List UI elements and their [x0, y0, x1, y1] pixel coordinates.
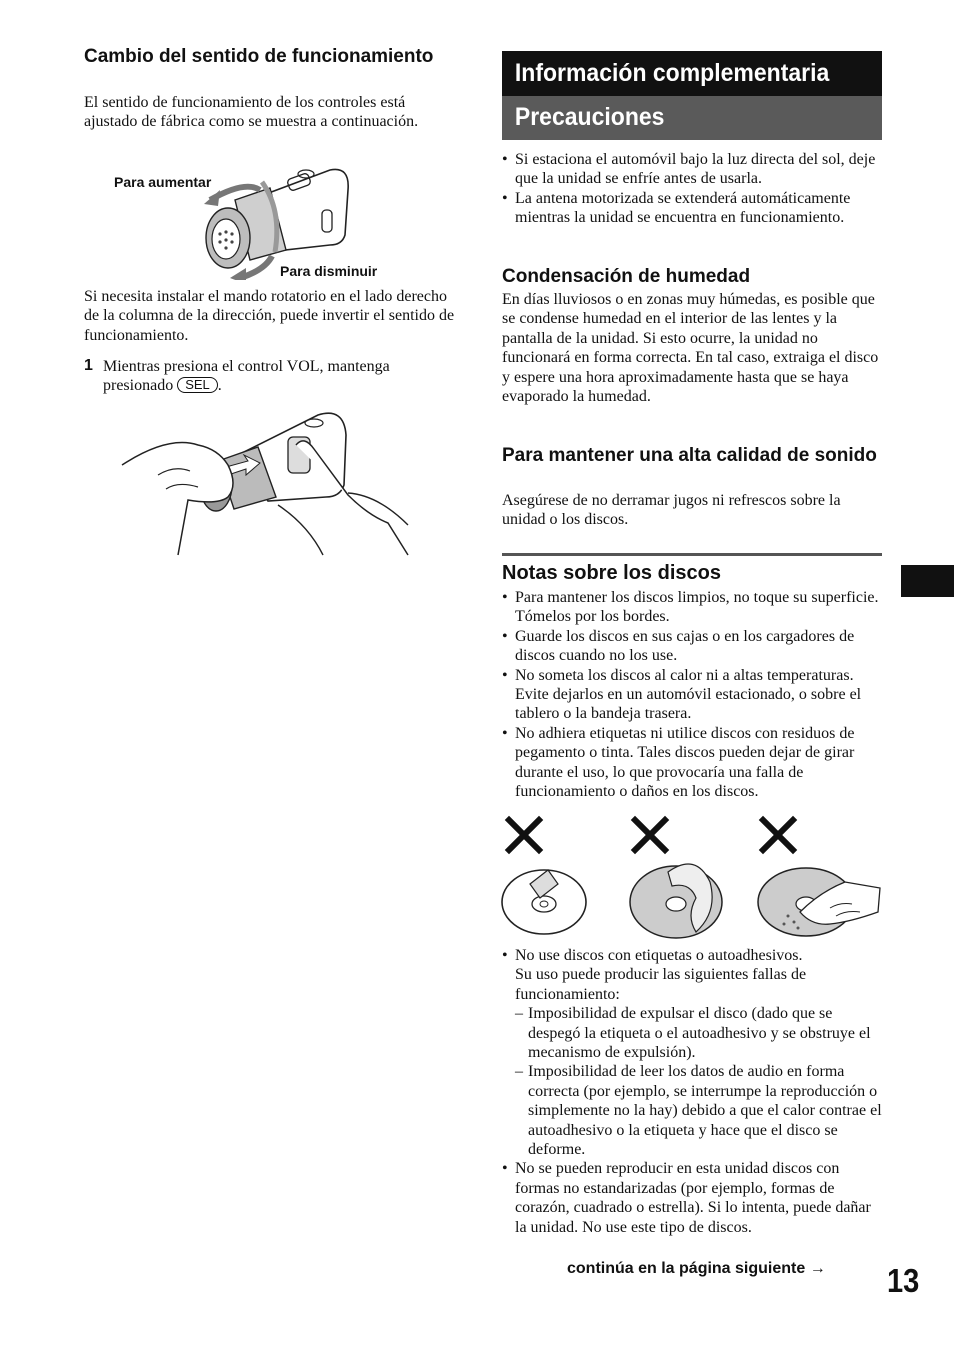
step-text: Mientras presiona el control VOL, mantenga presionado — [103, 358, 390, 395]
list-item: • La antena motorizada se extenderá automáticamente mientras la unidad se encuentra en funcionamiento. — [502, 189, 882, 228]
precautions-list — [502, 150, 882, 228]
reverse-paragraph: Si necesita instalar el mando rotatorio en el lado derecho de la columna de la dirección, puede invertir el sentido de funcionamiento. — [84, 288, 455, 344]
label-increase: Para aumentar — [114, 174, 212, 190]
disc-warning-illustrations — [500, 812, 890, 960]
hand-pressing-illustration — [118, 405, 418, 560]
list-item: • Si estaciona el automóvil bajo la luz directa del sol, deje que la unidad se enfríe antes de usarla. — [502, 150, 882, 189]
sub-list-item: – Imposibilidad de expulsar el disco (dado que se despegó la etiqueta o el autoadhesivo y se obstruye el mecanismo de expulsión). — [515, 1004, 884, 1062]
label-note-intro: • No use discos con etiquetas o autoadhesivos. — [515, 947, 803, 964]
label-sub-list — [515, 1004, 884, 1159]
rotary-commander-illustration — [190, 160, 360, 280]
section-bar — [502, 51, 882, 96]
step-number: 1 — [84, 357, 93, 374]
discs-heading: Notas sobre los discos — [502, 562, 721, 584]
continue-note — [567, 1260, 826, 1278]
page-number: 13 — [887, 1262, 920, 1299]
sub-list-item: – Imposibilidad de leer los datos de audio en forma correcta (por ejemplo, se interrumpe la reproducción o simplemente no la hay) debido a que el calor contrae el autoadhesivo o la etiqueta y hace que el disco se deforme. — [515, 1062, 884, 1159]
list-item: • Guarde los discos en sus cajas o en los cargadores de discos cuando no los use. — [502, 627, 884, 666]
arrow-right-icon: → — [809, 1260, 826, 1277]
section-heading-direction: Cambio del sentido de funcionamiento — [84, 46, 434, 67]
list-item: • No adhiera etiquetas ni utilice discos con residuos de pegamento o tinta. Tales discos pueden dejar de girar durante el uso, lo que provocaría una falla de funcionamiento o daños en los discos. — [502, 724, 884, 802]
list-item: • No se pueden reproducir en esta unidad discos con formas no estandarizadas (por ejemplo, formas de corazón, cuadrado o estrella). Si lo intenta, puede dañar la unidad. No use este tipo de discos. — [502, 1159, 884, 1237]
label-warning-list — [502, 946, 884, 1237]
label-decrease: Para disminuir — [280, 263, 378, 279]
step-instruction — [103, 357, 463, 396]
edge-tab — [901, 565, 954, 597]
list-item: • No someta los discos al calor ni a altas temperaturas. Evite dejarlos en un automóvil estacionado, o sobre el tablero o la bandeja trasera. — [502, 666, 884, 724]
sel-key: SEL — [177, 377, 218, 393]
subsection-bar-title: Precauciones — [514, 103, 665, 131]
label-note-cont: Su uso puede producir las siguientes fallas de funcionamiento: — [515, 966, 807, 1003]
list-item: • Para mantener los discos limpios, no toque su superficie. Tómelos por los bordes. — [502, 588, 884, 627]
list-item — [502, 946, 884, 1159]
subsection-bar — [502, 96, 882, 140]
intro-paragraph: El sentido de funcionamiento de los controles está ajustado de fábrica como se muestra a continuación. — [84, 94, 419, 131]
step-end: . — [217, 377, 222, 395]
section-divider — [502, 553, 882, 556]
quality-text: Asegúrese de no derramar jugos ni refrescos sobre la unidad o los discos. — [502, 492, 841, 529]
section-bar-title: Información complementaria — [514, 59, 830, 87]
condensation-heading: Condensación de humedad — [502, 266, 751, 287]
quality-heading: Para mantener una alta calidad de sonido — [502, 445, 877, 466]
x-mark-icon — [509, 820, 539, 850]
condensation-text: En días lluviosos o en zonas muy húmedas, es posible que se condense humedad en el interior de las lentes y la pantalla de la unidad. Si esto ocurre, la unidad no funcionará en forma correcta. En tal caso, extraiga el disco y espere una hora aproximadamente hasta que se haya evaporado la humedad. — [502, 291, 879, 406]
continue-text: continúa en la página siguiente — [567, 1260, 806, 1277]
discs-notes-list — [502, 588, 884, 801]
